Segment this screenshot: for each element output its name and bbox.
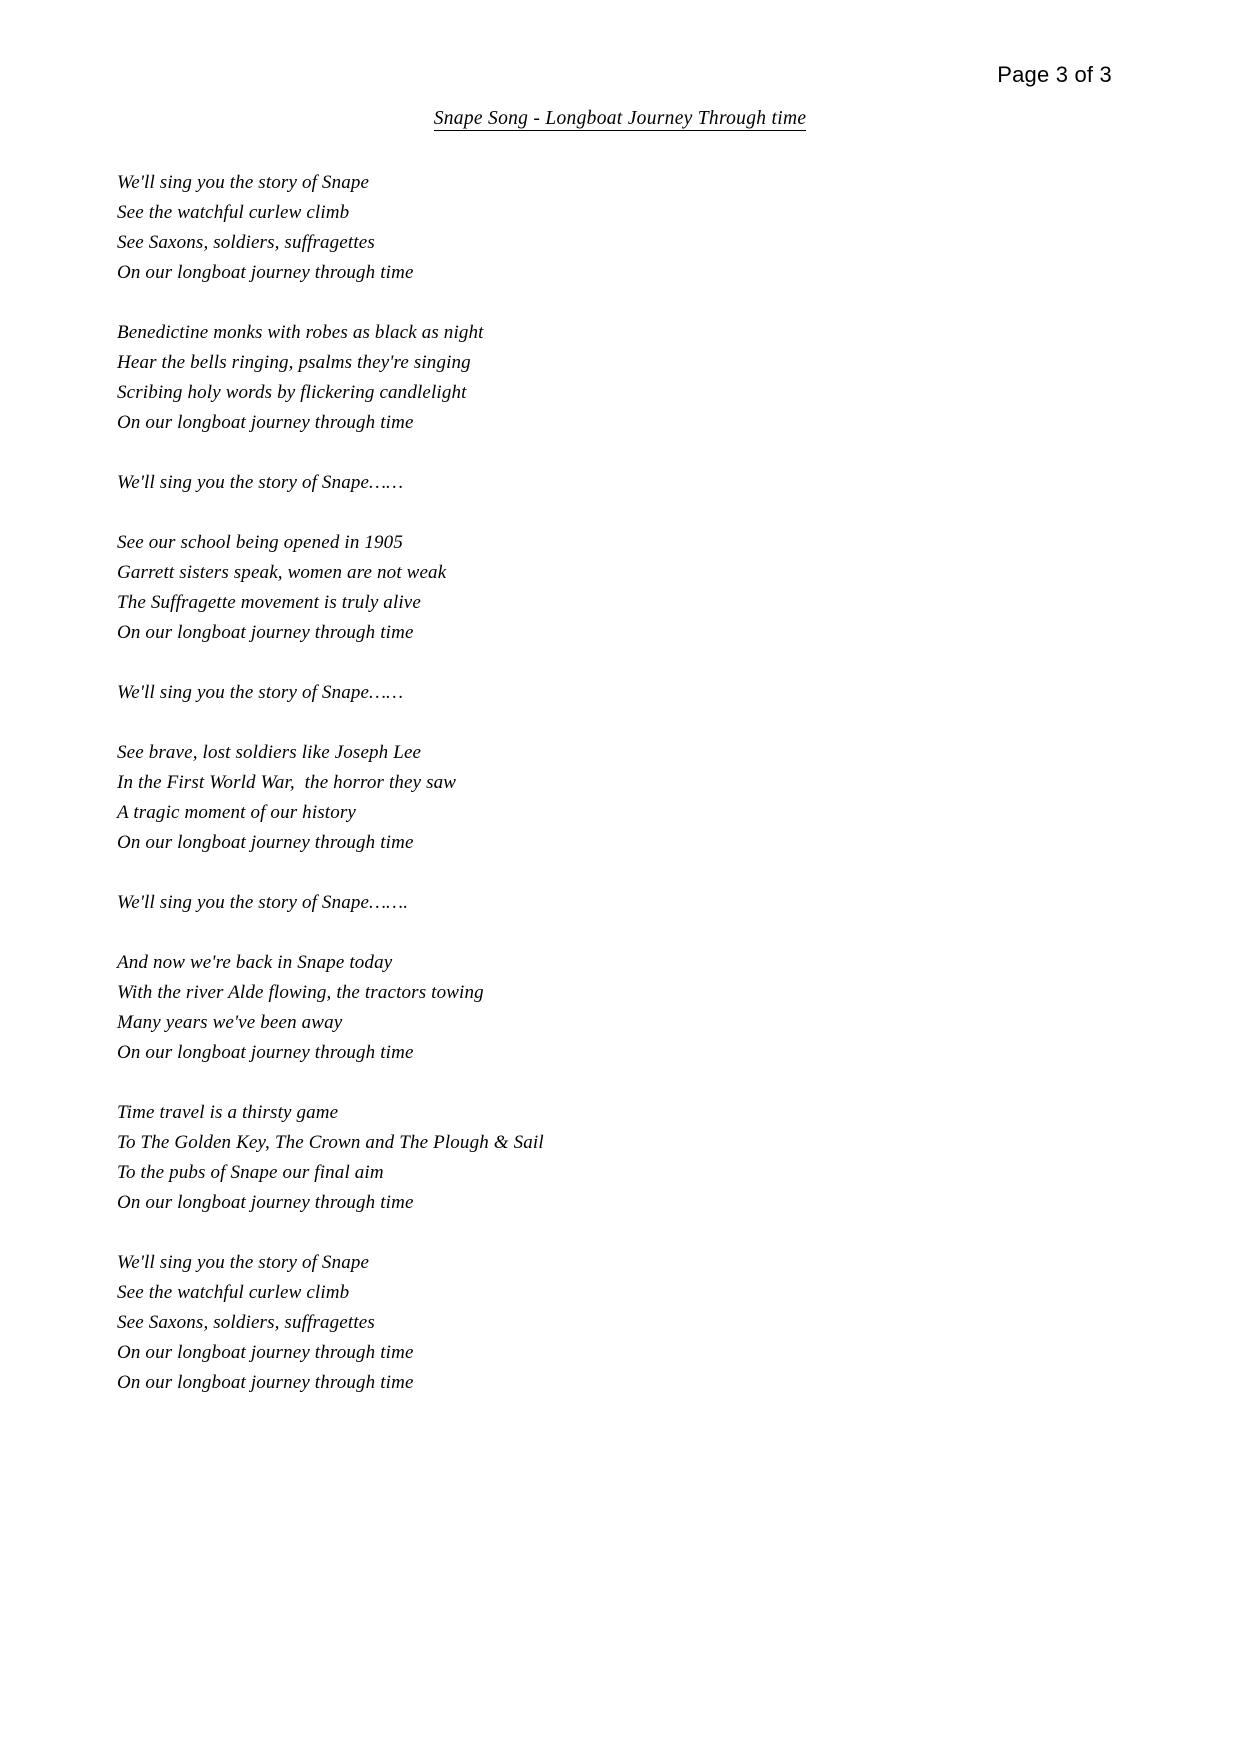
lyric-line: On our longboat journey through time <box>117 1042 414 1063</box>
lyric-line: On our longboat journey through time <box>117 262 414 283</box>
lyric-line: See brave, lost soldiers like Joseph Lee <box>117 742 422 763</box>
lyric-line: See the watchful curlew climb <box>117 1282 350 1303</box>
lyric-line: See Saxons, soldiers, suffragettes <box>117 1312 375 1333</box>
lyric-line: We'll sing you the story of Snape…… <box>117 682 404 703</box>
lyric-line: Garrett sisters speak, women are not weak <box>117 562 447 583</box>
lyric-line: We'll sing you the story of Snape…… <box>117 472 404 493</box>
lyric-line: Many years we've been away <box>117 1012 343 1033</box>
lyric-line: We'll sing you the story of Snape <box>117 172 370 193</box>
lyric-line: We'll sing you the story of Snape <box>117 1252 370 1273</box>
lyric-line: Hear the bells ringing, psalms they're singing <box>117 352 471 373</box>
lyric-line: On our longboat journey through time <box>117 832 414 853</box>
lyric-line: Scribing holy words by flickering candlelight <box>117 382 467 403</box>
lyric-line: To The Golden Key, The Crown and The Plough & Sail <box>117 1132 544 1153</box>
lyric-line: We'll sing you the story of Snape……. <box>117 892 409 913</box>
lyric-line: See our school being opened in 1905 <box>117 532 403 553</box>
lyric-stanza <box>117 948 1017 1068</box>
lyrics-body <box>117 168 1017 1428</box>
lyric-stanza <box>117 1098 1017 1218</box>
lyric-line: The Suffragette movement is truly alive <box>117 592 421 613</box>
lyric-line: On our longboat journey through time <box>117 1342 414 1363</box>
lyric-line: On our longboat journey through time <box>117 412 414 433</box>
page-indicator: Page 3 of 3 <box>997 62 1112 87</box>
lyric-line: With the river Alde flowing, the tractors towing <box>117 982 484 1003</box>
lyric-stanza <box>117 318 1017 438</box>
lyric-stanza <box>117 888 1017 918</box>
lyric-line: On our longboat journey through time <box>117 1192 414 1213</box>
lyric-stanza <box>117 678 1017 708</box>
lyric-stanza <box>117 528 1017 648</box>
lyric-line: See the watchful curlew climb <box>117 202 350 223</box>
lyric-line: A tragic moment of our history <box>117 802 357 823</box>
lyric-line: On our longboat journey through time <box>117 1372 414 1393</box>
page-title <box>0 108 1240 130</box>
lyric-line: On our longboat journey through time <box>117 622 414 643</box>
lyric-stanza <box>117 168 1017 288</box>
lyric-line: In the First World War, the horror they saw <box>117 772 457 793</box>
lyric-stanza <box>117 1248 1017 1398</box>
lyric-line: And now we're back in Snape today <box>117 952 393 973</box>
lyric-line: Benedictine monks with robes as black as night <box>117 322 484 343</box>
lyric-line: Time travel is a thirsty game <box>117 1102 339 1123</box>
lyric-stanza <box>117 738 1017 858</box>
page-title-text: Snape Song - Longboat Journey Through time <box>433 108 807 129</box>
lyric-line: See Saxons, soldiers, suffragettes <box>117 232 375 253</box>
lyric-line: To the pubs of Snape our final aim <box>117 1162 384 1183</box>
lyric-stanza <box>117 468 1017 498</box>
